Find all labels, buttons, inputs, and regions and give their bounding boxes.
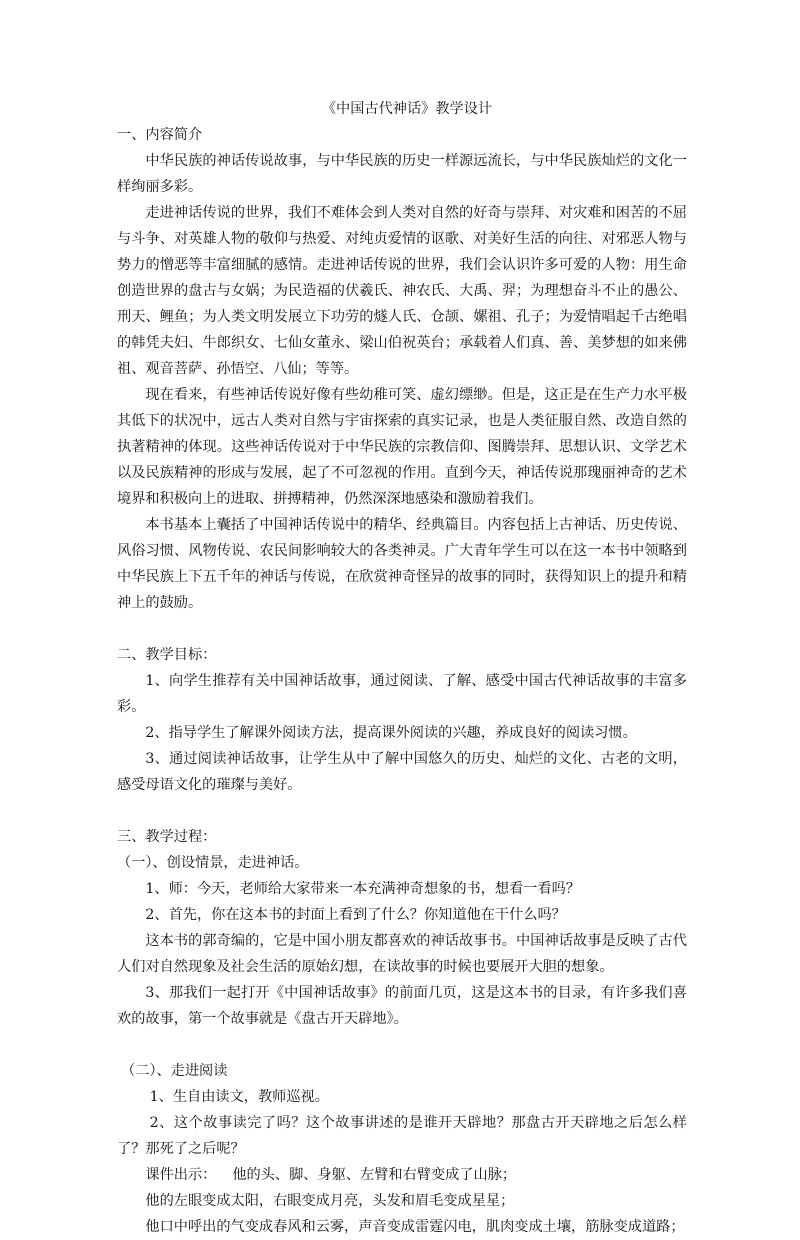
spacer bbox=[117, 616, 687, 642]
process-item: 3、那我们一起打开《中国神话故事》的前面几页，这是这本书的目录，有许多我们喜欢的故事，第一个故事就是《盘古开天辟地》。 bbox=[117, 985, 687, 1027]
courseware-line: 他口中呼出的气变成春风和云雾，声音变成雷霆闪电，肌肉变成土壤，筋脉变成道路； bbox=[145, 1219, 685, 1235]
section-1-paragraph: 走进神话传说的世界，我们不难体会到人类对自然的好奇与崇拜、对灾难和困苦的不屈与斗争、对英雄人物的敬仰与热爱、对纯贞爱情的讴歌、对美好生活的向往、对邪恶人物与势力的憎恶等丰富细腻的感情。走进神话传说的世界，我们会认识许多可爱的人物：用生命创造世界的盘古与女娲；为民造福的伏羲氏、神农氏、大禹、羿；为理想奋斗不止的愚公、刑天、鲤鱼；为人类文明发展立下功劳的燧人氏、仓颉、嫘祖、孔子；为爱情唱起千古绝唱的韩凭夫妇、牛郎织女、七仙女董永、梁山伯祝英台；承载着人们真、善、美梦想的如来佛祖、观音菩萨、孙悟空、八仙；等等。 bbox=[117, 205, 687, 377]
spacer bbox=[117, 1032, 687, 1058]
section-1-paragraph: 现在看来，有些神话传说好像有些幼稚可笑、虚幻缥缈。但是，这正是在生产力水平极其低下的状况中，远古人类对自然与宇宙探索的真实记录，也是人类征服自然、改造自然的执著精神的体现。这些神话传说对于中华民族的宗教信仰、图腾崇拜、思想认识、文学艺术以及民族精神的形成与发展，起了不可忽视的作用。直到今天，神话传说那瑰丽神奇的艺术境界和积极向上的进取、拼搏精神，仍然深深地感染和激励着我们。 bbox=[117, 387, 687, 507]
reading-item: 2、这个故事读完了吗？这个故事讲述的是谁开天辟地？那盘古开天辟地之后怎么样了？那死了之后呢？ bbox=[117, 1115, 687, 1157]
objective-item: 2、指导学生了解课外阅读方法，提高课外阅读的兴趣，养成良好的阅读习惯。 bbox=[145, 725, 637, 741]
section-2-heading: 二、教学目标： bbox=[117, 647, 217, 663]
section-3-heading: 三、教学过程： bbox=[117, 829, 217, 845]
document-body bbox=[117, 96, 687, 1240]
section-1-heading: 一、内容简介 bbox=[117, 127, 203, 143]
process-item: 1、师：今天，老师给大家带来一本充满神奇想象的书，想看一看吗？ bbox=[145, 881, 581, 897]
part-1-heading: （一）、创设情景，走进神话。 bbox=[117, 855, 309, 871]
document-title: 《中国古代神话》教学设计 bbox=[321, 101, 493, 117]
process-item: 2、首先，你在这本书的封面上看到了什么？你知道他在干什么吗？ bbox=[145, 907, 566, 923]
section-1-paragraph: 本书基本上囊括了中国神话传说中的精华、经典篇目。内容包括上古神话、历史传说、风俗习惯、风物传说、农民间影响较大的各类神灵。广大青年学生可以在这一本书中领略到中华民族上下五千年的神话与传说，在欣赏神奇怪异的故事的同时，获得知识上的提升和精神上的鼓励。 bbox=[117, 517, 687, 611]
objective-item: 3、通过阅读神话故事，让学生从中了解中国悠久的历史、灿烂的文化、古老的文明，感受母语文化的璀璨与美好。 bbox=[117, 751, 687, 793]
courseware-label: 课件出示： bbox=[145, 1167, 217, 1183]
objective-item: 1、向学生推荐有关中国神话故事，通过阅读、了解、感受中国古代神话故事的丰富多彩。 bbox=[117, 673, 687, 715]
spacer bbox=[117, 798, 687, 824]
courseware-line bbox=[117, 1162, 687, 1188]
process-item: 这本书的郭奇编的，它是中国小朋友都喜欢的神话故事书。中国神话故事是反映了古代人们对自然现象及社会生活的原始幻想，在读故事的时候也要展开大胆的想象。 bbox=[117, 933, 687, 975]
part-2-heading: （二）、走进阅读 bbox=[121, 1063, 228, 1079]
courseware-text: 他的头、脚、身躯、左臂和右臂变成了山脉； bbox=[232, 1167, 517, 1183]
reading-item: 1、生自由读文，教师巡视。 bbox=[149, 1089, 329, 1105]
courseware-line: 他的左眼变成太阳，右眼变成月亮，头发和眉毛变成星星； bbox=[145, 1193, 515, 1209]
section-1-paragraph: 中华民族的神话传说故事，与中华民族的历史一样源远流长，与中华民族灿烂的文化一样绚丽多彩。 bbox=[117, 153, 687, 195]
